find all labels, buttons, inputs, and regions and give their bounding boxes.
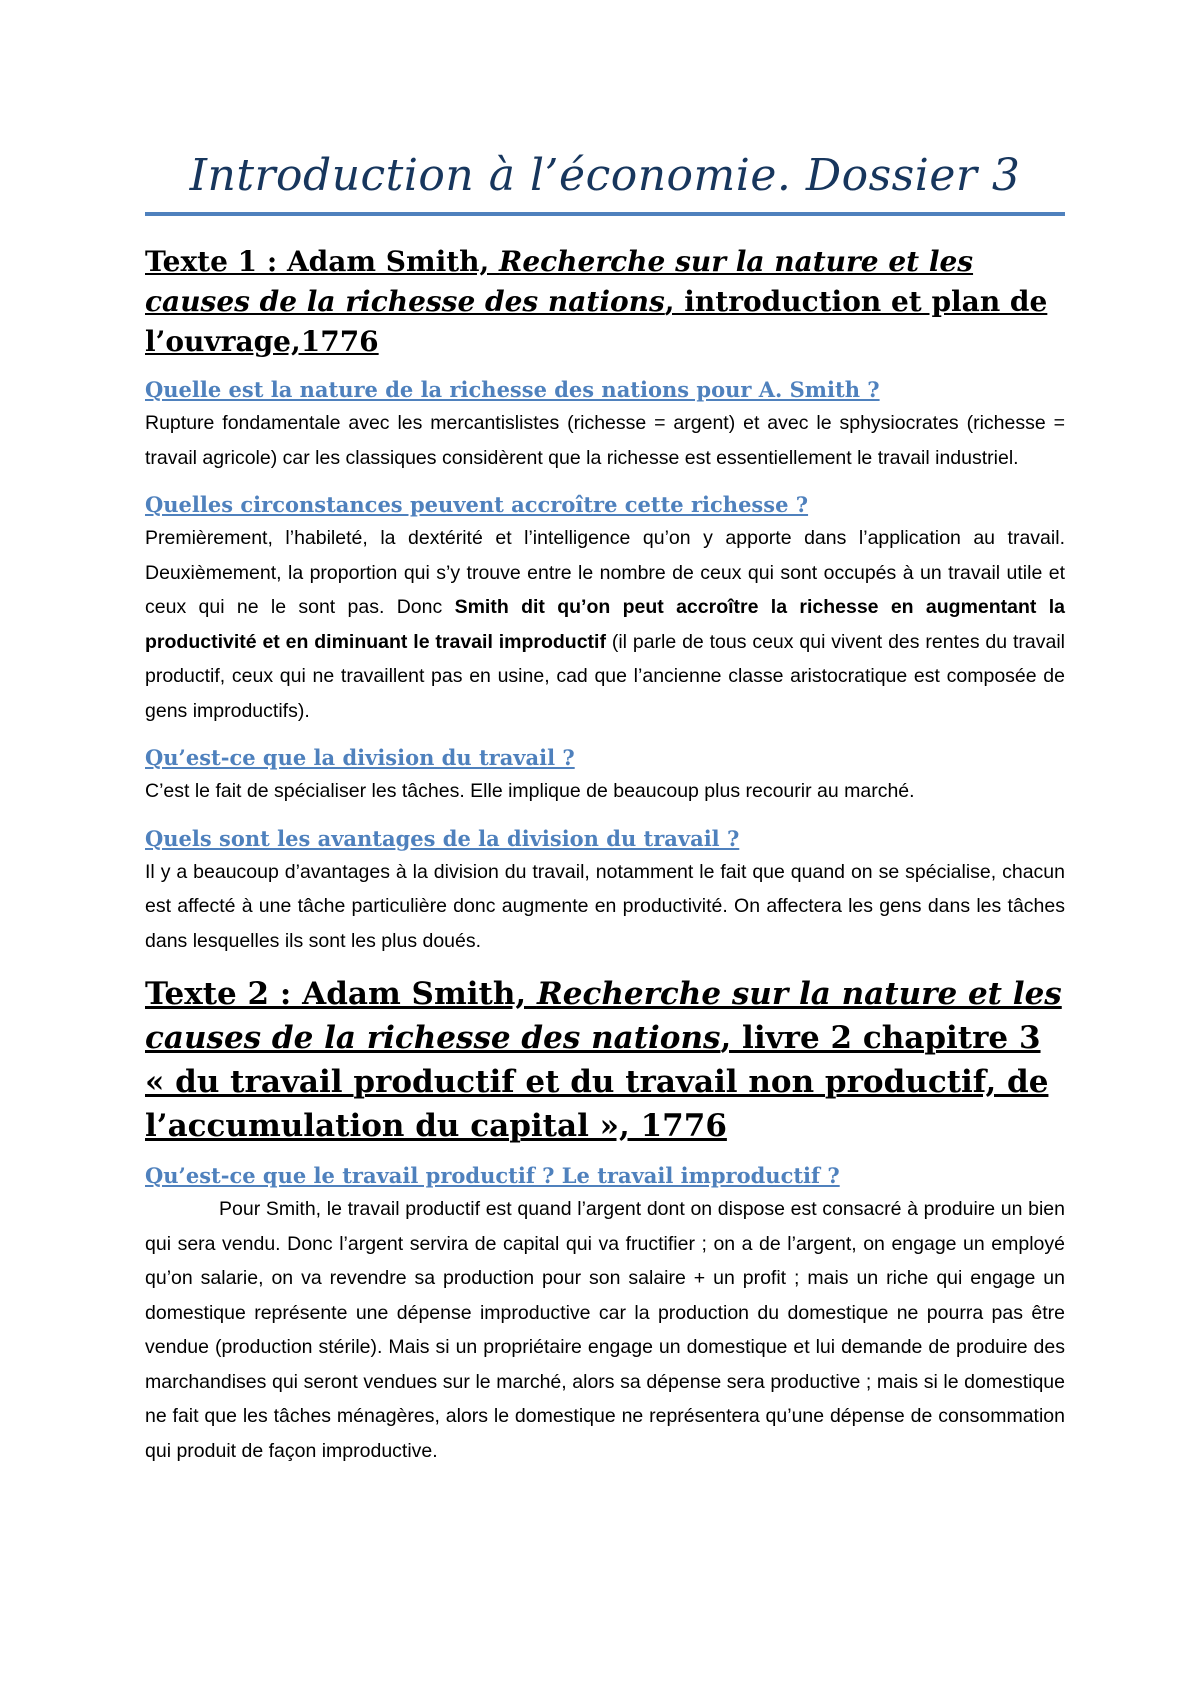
texte2-work-title: Recherche sur la nature et les causes de la richesse des nations <box>145 976 1062 1056</box>
texte1-prefix: Texte 1 : Adam Smith, <box>145 245 500 278</box>
document-title: Introduction à l’économie. Dossier 3 <box>189 150 1021 201</box>
texte1-suffix: , introduction et plan de l’ouvrage,1776 <box>145 285 1048 358</box>
question-3: Qu’est-ce que la division du travail ? <box>145 745 575 770</box>
answer-5: Pour Smith, le travail productif est quand l’argent dont on dispose est consacré à produire un bien qui sera vendu. Donc l’argent servira de capital qui va fructifier ; on a de l’argent, on engage un employé qu’on salarie, on va revendre sa production pour son salaire + un profit ; mais un riche qui engage un domestique représente une dépense improductive car la production du domestique ne pourra pas être vendue (production stérile). Mais si un propriétaire engage un domestique et lui demande de produire des marchandises qui seront vendues sur le marché, alors sa dépense sera productive ; mais si le domestique ne fait que les tâches ménagères, alors le domestique ne représentera qu’une dépense de consommation qui produit de façon improductive. <box>145 1198 1065 1462</box>
question-5: Qu’est-ce que le travail productif ? Le travail improductif ? <box>145 1163 840 1188</box>
title-divider <box>145 212 1065 216</box>
question-2: Quelles circonstances peuvent accroître cette richesse ? <box>145 492 809 517</box>
question-1: Quelle est la nature de la richesse des nations pour A. Smith ? <box>145 377 880 402</box>
answer-3: C’est le fait de spécialiser les tâches. Elle implique de beaucoup plus recourir au marché. <box>145 780 915 802</box>
answer-1: Rupture fondamentale avec les mercantislistes (richesse = argent) et avec le sphysiocrates (richesse = travail agricole) car les classiques considèrent que la richesse est essentiellement le travail industriel. <box>145 412 1065 469</box>
answer-2-part2: (il parle de tous ceux qui vivent des rentes du travail productif, ceux qui ne travaillent pas en usine, cad que l’ancienne classe aristocratique est composée de gens improductifs). <box>145 630 1065 722</box>
document-body <box>145 242 1065 1482</box>
question-4: Quels sont les avantages de la division du travail ? <box>145 825 740 851</box>
answer-2-bold: Smith dit qu’on peut accroître la richesse en augmentant la productivité et en diminuant le travail improductif <box>145 596 1065 653</box>
answer-2 <box>145 521 1065 728</box>
texte2-suffix: , livre 2 chapitre 3 « du travail productif et du travail non productif, de l’accumulation du capital », 1776 <box>145 1020 1049 1144</box>
texte2-heading <box>145 972 1065 1148</box>
texte1-work-title: Recherche sur la nature et les causes de la richesse des nations <box>145 245 974 318</box>
answer-2-part1: Premièrement, l’habileté, la dextérité et l’intelligence qu’on y apporte dans l’application au travail. Deuxièmement, la proportion qui s’y trouve entre le nombre de ceux qui sont occupés à un travail utile et ceux qui ne le sont pas. Donc <box>145 527 1065 618</box>
texte1-heading <box>145 242 1065 362</box>
texte2-prefix: Texte 2 : Adam Smith, <box>145 976 537 1012</box>
answer-4: Il y a beaucoup d’avantages à la division du travail, notamment le fait que quand on se spécialise, chacun est affecté à une tâche particulière donc augmente en productivité. On affectera les gens dans les tâches dans lesquelles ils sont les plus doués. <box>145 860 1065 952</box>
